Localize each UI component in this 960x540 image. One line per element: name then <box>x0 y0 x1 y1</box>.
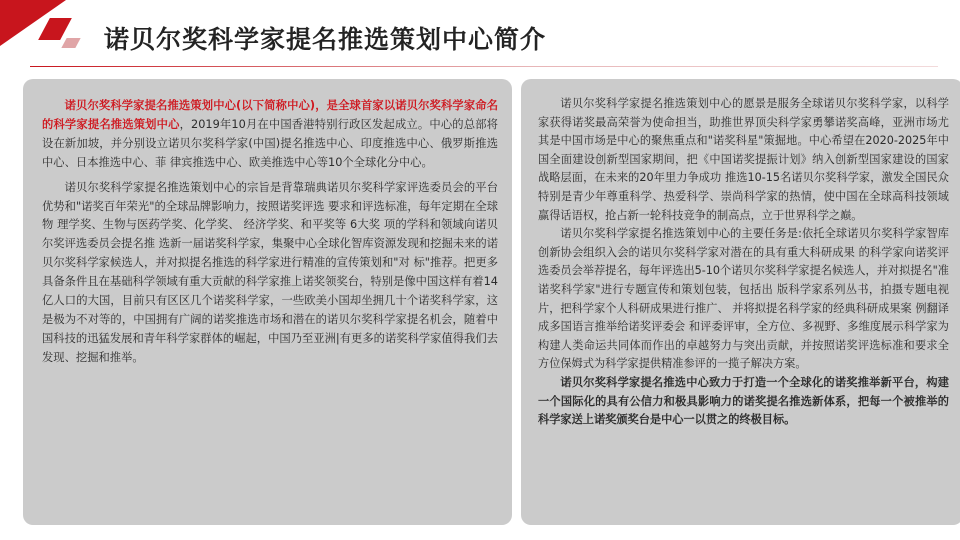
page-title: 诺贝尔奖科学家提名推选策划中心简介 <box>104 25 547 54</box>
left-paragraph-1 <box>42 97 498 173</box>
title-underline <box>30 66 938 67</box>
left-text-panel <box>23 79 512 525</box>
right-highlight-paragraph: 诺贝尔奖科学家提名推选中心致力于打造一个全球化的诺奖推举新平台，构建一个国际化的具有公信力和极具影响力的诺奖提名推选新体系，把每一个被推举的科学家送上诺奖颁奖台是中心一以贯之的终极目标。 <box>538 375 949 427</box>
right-text-panel <box>521 79 960 525</box>
left-highlight-text: 诺贝尔奖科学家提名推选策划中心(以下简称中心)，是全球首家以诺贝尔奖科学家命名的科学家提名推选策划中心 <box>42 99 498 131</box>
right-paragraph-1: 诺贝尔奖科学家提名推选策划中心的愿景是服务全球诺贝尔奖科学家，以科学家获得诺奖最高荣誉为使命担当，助推世界顶尖科学家勇攀诺奖高峰，亚洲市场尤其是中国市场是中心的聚焦重点和"诺奖科星"策掘地。中心希望在2020-2025年中国全面建设创新型国家期间，把《中国诺奖提振计划》纳入创新型国家建设的国家战略层面，在未来的20年里力争成功 推选10-15名诺贝尔奖科学家，激发全国民众特别是青少年尊重科学、热爱科学、崇尚科学家的热情，使中国在全球高科技领域赢得话语权，抢占新一轮科技竞争的制高点，立于世界科学之巅。 <box>538 97 949 222</box>
left-paragraph-1-text: ，2019年10月在中国香港特别行政区发起成立。中心的总部将设在新加坡，并分别设立诺贝尔奖科学家(中国)提名推选中心、印度推选中心、俄罗斯推选中心、日本推选中心、菲 律宾推选中心、欧美推选中心等10个全球化分中心。 <box>42 117 498 169</box>
right-paragraph-2: 诺贝尔奖科学家提名推选策划中心的主要任务是:依托全球诺贝尔奖科学家智库创新协会组织入会的诺贝尔奖科学家对潜在的具有重大科研成果 的科学家向诺奖评选委员会举荐提名，每年评选出5-10个诺贝尔奖科学家提名候选人，并对拟提名"准诺奖科学家"进行专题宣传和策划包装，包括出 版科学家系列丛书，拍摄专题电视片，把科学家个人科研成果进行推广、 并将拟提名科学家的经典科研成果案 例翻译成多国语言推举给诺奖评委会 和评委评审，全方位、多视野、多维度展示科学家为构建人类命运共同体而作出的卓越努力与突出贡献，并按照诺奖评选标准和要求全方位保姆式为科学家提供精准参评的一揽子解决方案。 <box>538 227 949 371</box>
left-paragraph-2: 诺贝尔奖科学家提名推选策划中心的宗旨是背靠瑞典诺贝尔奖科学家评选委员会的平台优势和"诺奖百年荣光"的全球品牌影响力，按照诺奖评选 要求和评选标准，每年定期在全球物 理学奖、生物与医药学奖、化学奖、 经济学奖、和平奖等 6大奖 项的学科和领域向诺贝尔奖评选委员会提名推 选新一届诺奖科学家，集聚中心全球化智库资源发现和挖掘未来的诺贝尔奖科学家候选人，并对拟提名推选的科学家进行精准的宣传策划和"对 标"推荐。把更多具备条件且在基础科学领域有重大贡献的科学家推上诺奖领奖台，特别是像中国这样有着14亿人口的大国，目前只有区区几个诺奖科学家，一些欧美小国却坐拥几十个诺奖科学家，这是极为不对等的，中国拥有广阔的诺奖推选市场和潜在的诺贝尔奖科学家提名机会，随着中国科技的迅猛发展和青年科学家群体的崛起，中国乃至亚洲|有更多的诺奖科学家值得我们去发现、挖掘和推举。 <box>42 180 498 364</box>
